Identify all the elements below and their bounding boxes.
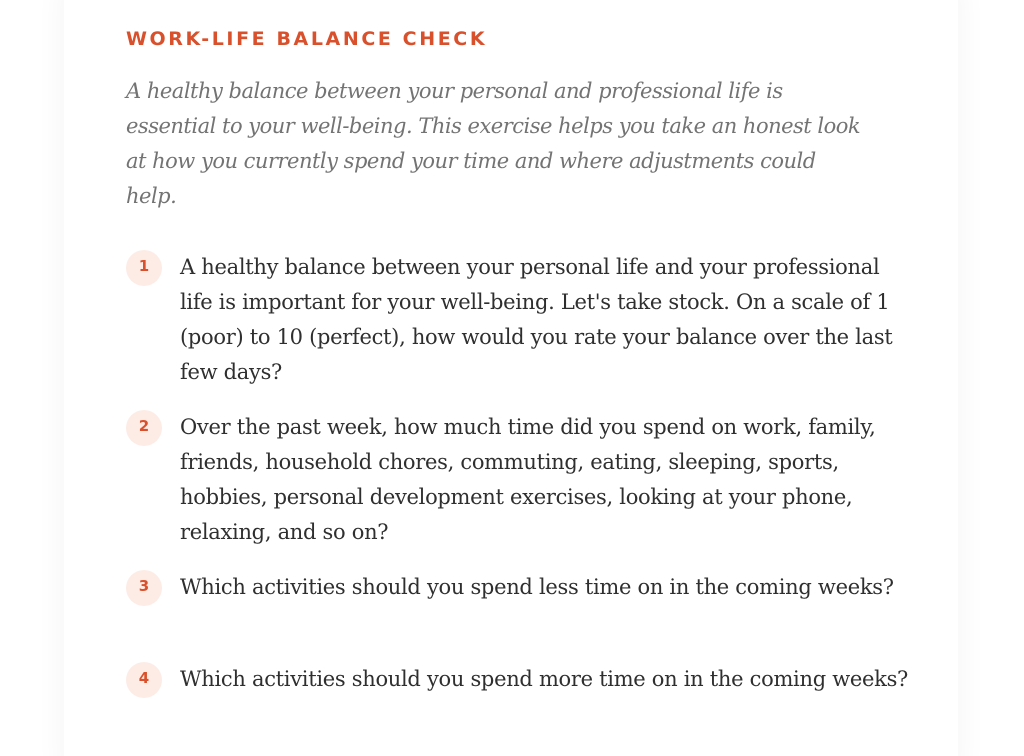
question-number-badge: 1 [126,250,162,286]
exercise-title: WORK-LIFE BALANCE CHECK [126,28,488,50]
question-text: Which activities should you spend less time on in the coming weeks? [180,575,894,599]
question-text: Which activities should you spend more time on in the coming weeks? [180,667,909,691]
question-number-badge: 4 [126,662,162,698]
exercise-intro: A healthy balance between your personal and professional life is essential to your well-being. This exercise helps you take an honest look at how you currently spend your time and where adjustments could help. [126,79,861,208]
question-number-badge: 3 [126,570,162,606]
question-number-badge: 2 [126,410,162,446]
question-text: A healthy balance between your personal life and your professional life is important for your well-being. Let's take stock. On a scale of 1 (poor) to 10 (perfect), how would you rate your balance over the last few days? [180,255,893,384]
question-text: Over the past week, how much time did you spend on work, family, friends, household chores, commuting, eating, sleeping, sports, hobbies, personal development exercises, looking at your phone, relaxing, and so on? [180,415,876,544]
